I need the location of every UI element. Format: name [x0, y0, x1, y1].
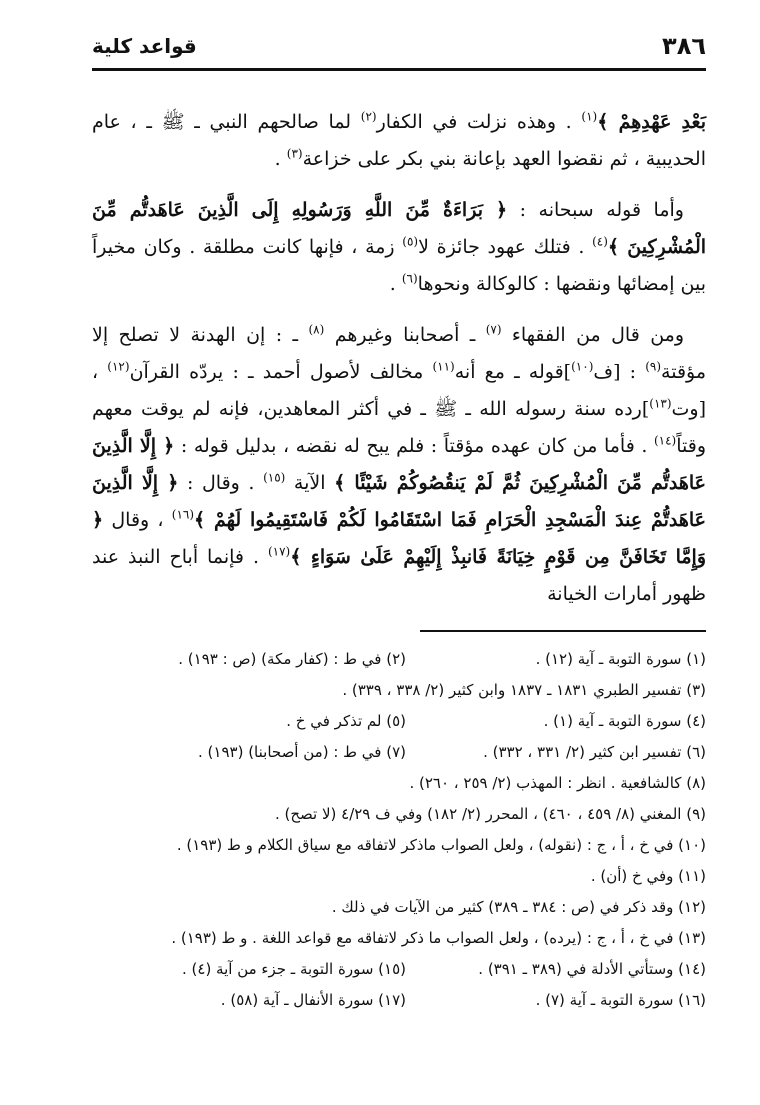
text-run: ـ أصحابنا وغيرهم	[324, 324, 486, 346]
footnote: (١٣) في خ ، أ ، ج : (يرده) ، ولعل الصواب ما ذكر لاتفاقه مع قواعد اللغة . و ط (١٩٣) .	[171, 929, 706, 947]
footnote-line	[92, 706, 706, 737]
footnote: (١٠) في خ ، أ ، ج : (نقوله) ، ولعل الصواب ماذكر لاتفاقه مع سياق الكلام و ط (١٩٣) .	[176, 836, 706, 854]
footnote-ref: (١١)	[432, 359, 455, 374]
footnote-line	[92, 985, 706, 1016]
footnote: (٢) في ط : (كفار مكة) (ص : ١٩٣) .	[178, 650, 406, 668]
footnote-ref: (٧)	[485, 322, 502, 337]
footnote-line	[92, 799, 706, 830]
quran-quote: ﴿ بَرَاءَةٌ مِّنَ اللَّهِ وَرَسُولِهِ إِلَى الَّذِينَ عَاهَدتُّم مِّنَ الْمُشْرِكِينَ ﴾	[92, 199, 707, 258]
footnotes	[92, 644, 706, 1016]
footnote-ref: (٢)	[360, 109, 377, 124]
footnote-ref: (٥)	[402, 234, 419, 249]
footnote-ref: (١٦)	[171, 507, 195, 522]
footnote-ref: (٣)	[286, 146, 303, 161]
text-run: : [ف	[593, 361, 646, 383]
text-run: .	[389, 273, 402, 295]
header-rule	[92, 68, 706, 71]
footnote-ref: (٦)	[401, 271, 418, 286]
footnote-ref: (٤)	[592, 234, 608, 249]
page-header	[92, 28, 706, 64]
footnote-rule	[420, 630, 706, 632]
footnote: (١٤) وستأتي الأدلة في (٣٨٩ ـ ٣٩١) .	[478, 960, 706, 978]
footnote-line	[92, 737, 706, 768]
text-run: ، وقال	[103, 509, 172, 531]
text-run: . وقال :	[178, 472, 264, 494]
footnote-ref: (١)	[581, 109, 598, 124]
footnote: (٥) لم تذكر في خ .	[286, 712, 406, 730]
text-run: الآية	[285, 472, 335, 494]
footnote-ref: (١٧)	[267, 544, 291, 559]
text-run: .	[274, 148, 287, 170]
paragraph-1	[92, 104, 706, 178]
text-run: ]قوله ـ مع أنه	[454, 361, 572, 383]
footnote-line	[92, 954, 706, 985]
text-run: . وهذه نزلت في الكفار	[376, 111, 582, 133]
text-run: ]رده سنة رسوله الله ـ ﷺ ـ في أكثر المعاهدين، فإنه لم يوقت معهم وقتاً	[92, 398, 706, 457]
footnote: (٦) تفسير ابن كثير (٢/ ٣٣١ ، ٣٣٢) .	[483, 743, 706, 761]
text-run: . فتلك عهود جائزة لا	[418, 236, 593, 258]
footnote-ref: (٨)	[308, 322, 325, 337]
footnote-line	[92, 923, 706, 954]
text-run: وأما قوله سبحانه :	[507, 199, 684, 221]
footnote-line	[92, 644, 706, 675]
text-run: . فأما من كان عهده مؤقتاً : فلم يبح له نقضه ، بدليل قوله :	[174, 435, 654, 457]
text-run: ، [وت	[92, 361, 706, 420]
body-text	[92, 104, 706, 627]
footnote-line	[92, 830, 706, 861]
footnote: (١٥) سورة التوبة ـ جزء من آية (٤) .	[181, 960, 406, 978]
text-run: زمة ، فإنها كانت مطلقة . وكان مخيراً بين إمضائها ونقضها : كالوكالة ونحوها	[92, 236, 706, 295]
footnote: (١٧) سورة الأنفال ـ آية (٥٨) .	[220, 991, 406, 1009]
footnote-line	[92, 768, 706, 799]
footnote: (١) سورة التوبة ـ آية (١٢) .	[535, 650, 706, 668]
paragraph-2	[92, 192, 706, 303]
footnote-ref: (٩)	[645, 359, 662, 374]
quran-quote: ﴿ وَإِمَّا تَخَافَنَّ مِن قَوْمٍ خِيَانَةً فَانبِذْ إِلَيْهِمْ عَلَىٰ سَوَاءٍ ﴾	[92, 509, 707, 568]
footnote: (١٦) سورة التوبة ـ آية (٧) .	[535, 991, 706, 1009]
quran-quote: ﴿ إِلَّا الَّذِينَ عَاهَدتُّم مِّنَ الْمُشْرِكِينَ ثُمَّ لَمْ يَنقُصُوكُمْ شَيْئًا ﴾	[92, 435, 707, 494]
footnote: (٩) المغني (٨/ ٤٥٩ ، ٤٦٠) ، المحرر (٢/ ١٨٢) وفي ف ٤/٢٩ (لا تصح) .	[274, 805, 706, 823]
footnote: (٤) سورة التوبة ـ آية (١) .	[543, 712, 706, 730]
text-run: ـ : إن الهدنة لا تصلح إلا مؤقتة	[92, 324, 707, 383]
quran-quote: ﴿ إِلَّا الَّذِينَ عَاهَدتُّمْ عِندَ الْمَسْجِدِ الْحَرَامِ فَمَا اسْتَقَامُوا لَكُمْ فَاسْتَقِيمُوا لَهُمْ ﴾	[92, 472, 707, 531]
text-run: مخالف لأصول أحمد ـ : يردّه القرآن	[129, 361, 433, 383]
text-run: لما صالحهم النبي ـ ﷺ ـ ، عام الحديبية ، ثم نقضوا العهد بإعانة بني بكر على خزاعة	[92, 111, 706, 170]
footnote-line	[92, 892, 706, 923]
footnote-line	[92, 861, 706, 892]
paragraph-3	[92, 317, 706, 613]
quran-quote: بَعْدِ عَهْدِهِمْ ﴾	[597, 111, 706, 133]
footnote: (١٢) وقد ذكر في (ص : ٣٨٤ ـ ٣٨٩) كثير من الآيات في ذلك .	[331, 898, 706, 916]
text-run: ومن قال من الفقهاء	[501, 324, 685, 346]
footnote: (٣) تفسير الطبري ١٨٣١ ـ ١٨٣٧ وابن كثير (٢/ ٣٣٨ ، ٣٣٩) .	[342, 681, 706, 699]
footnote-ref: (١٠)	[571, 359, 594, 374]
footnote: (٨) كالشافعية . انظر : المهذب (٢/ ٢٥٩ ، ٢٦٠) .	[409, 774, 706, 792]
page-number: ٣٨٦	[662, 32, 706, 60]
footnote: (١١) وفي خ (أن) .	[590, 867, 706, 885]
footnote-ref: (١٥)	[263, 470, 286, 485]
footnote: (٧) في ط : (من أصحابنا) (١٩٣) .	[198, 743, 406, 761]
footnote-ref: (١٤)	[653, 433, 677, 448]
running-title: قواعد كلية	[92, 34, 197, 58]
footnote-line	[92, 675, 706, 706]
footnote-ref: (١٣)	[649, 396, 672, 411]
text-run: . فإنما أباح النبذ عند ظهور أمارات الخيانة	[92, 546, 706, 605]
footnote-ref: (١٢)	[107, 359, 130, 374]
